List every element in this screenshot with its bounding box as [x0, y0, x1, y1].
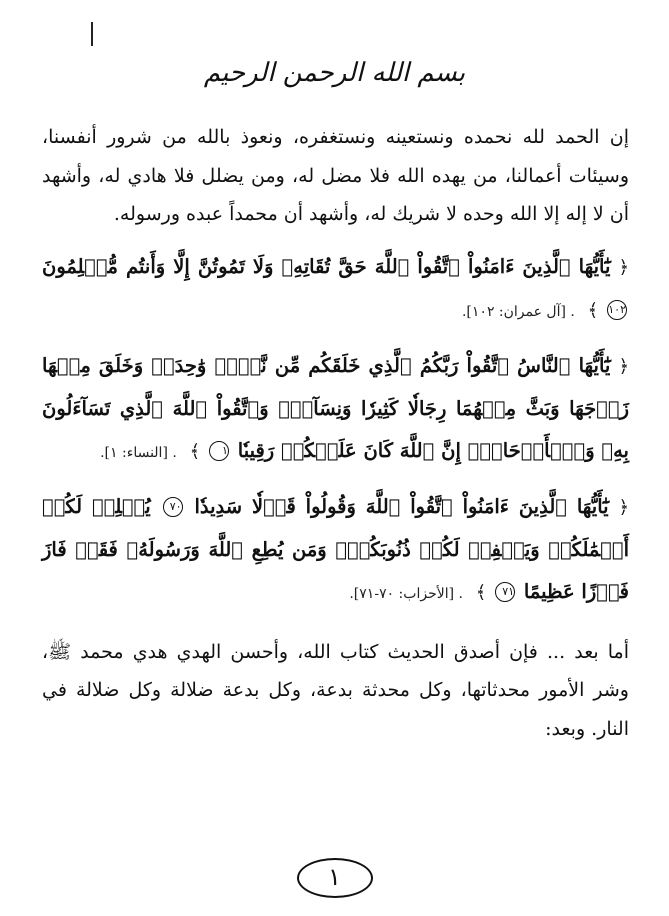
- verse-reference: . [النساء: ١].: [100, 444, 177, 461]
- page-footer: [0, 858, 669, 898]
- verse-al-ahzab: [42, 486, 629, 615]
- verse-close-bracket: ﴾: [189, 440, 201, 462]
- verse-open-bracket: ﴿: [618, 355, 629, 377]
- basmala-heading: بسم الله الرحمن الرحيم: [203, 58, 466, 88]
- verse-close-bracket: ﴾: [475, 581, 487, 603]
- ayah-number-mark: ٧٠: [163, 497, 183, 517]
- ayah-number-mark: ١٠٢: [607, 300, 627, 320]
- ayah-number-mark: ٧١: [495, 582, 515, 602]
- page-body: [42, 118, 629, 748]
- closing-paragraph: أما بعد ... فإن أصدق الحديث كتاب الله، وأحسن الهدي هدي محمد ﷺ، وشر الأمور محدثاتها، وكل محدثة بدعة، وكل بدعة ضلالة وكل ضلالة في النار. وبعد:: [42, 640, 629, 740]
- intro-paragraph: إن الحمد لله نحمده ونستعينه ونستغفره، ونعوذ بالله من شرور أنفسنا، وسيئات أعمالنا، من يهده الله فلا مضل له، ومن يضلل فلا هادي له، وأشهد أن لا إله إلا الله وحده لا شريك له، وأشهد أن محمداً عبده ورسوله.: [42, 126, 629, 225]
- verse-text: يُصۡلِحۡ لَكُمۡ أَعۡمَٰلَكُمۡ وَيَغۡفِرۡ لَكُمۡ ذُنُوبَكُمۡۗ وَمَن يُطِعِ ٱللَّهَ وَرَسُولَهُۥ فَقَدۡ فَازَ فَوۡزًا عَظِيمًا: [42, 494, 629, 603]
- verse-reference: . [الأحزاب: ٧٠-٧١].: [349, 585, 463, 602]
- page-number: ١: [297, 858, 373, 898]
- verse-open-bracket: ﴿: [618, 496, 630, 518]
- verse-al-imran: [42, 246, 629, 333]
- verse-text: يَٰٓأَيُّهَا ٱلَّذِينَ ءَامَنُواْ ٱتَّقُواْ ٱللَّهَ حَقَّ تُقَاتِهِۦ وَلَا تَمُوتُنَّ إِلَّا وَأَنتُم مُّسۡلِمُونَ: [42, 254, 611, 278]
- verse-an-nisa: [42, 345, 629, 474]
- verse-close-bracket: ﴾: [587, 299, 599, 321]
- verse-text: يَٰٓأَيُّهَا ٱلنَّاسُ ٱتَّقُواْ رَبَّكُمُ ٱلَّذِي خَلَقَكُم مِّن نَّفۡسٖ وَٰحِدَةٖ وَخَلَقَ مِنۡهَا زَوۡجَهَا وَبَثَّ مِنۡهُمَا رِجَالٗا كَثِيرٗا وَنِسَآءٗۚ وَٱتَّقُواْ ٱللَّهَ ٱلَّذِي تَسَآءَلُونَ بِهِۦ وَٱلۡأَرۡحَامَۚ إِنَّ ٱللَّهَ كَانَ عَلَيۡكُمۡ رَقِيبٗا: [42, 353, 629, 462]
- verse-reference: . [آل عمران: ١٠٢].: [461, 303, 575, 320]
- ayah-number-mark: ١: [209, 441, 229, 461]
- verse-open-bracket: ﴿: [618, 256, 629, 278]
- verse-text: يَٰٓأَيُّهَا ٱلَّذِينَ ءَامَنُواْ ٱتَّقُواْ ٱللَّهَ وَقُولُواْ قَوۡلٗا سَدِيدٗا: [194, 494, 609, 518]
- margin-mark: [91, 22, 93, 46]
